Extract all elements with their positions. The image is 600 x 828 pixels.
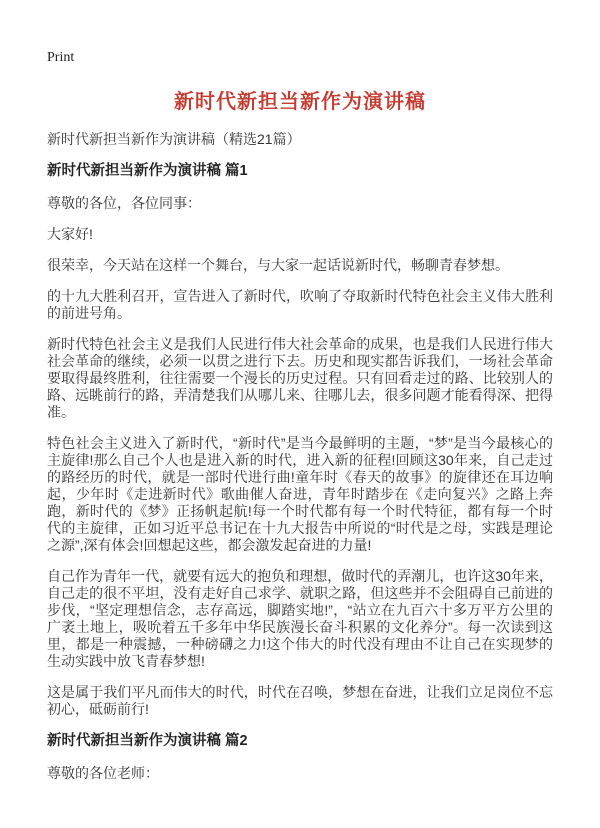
paragraph-greeting: 尊敬的各位，各位同事： xyxy=(47,195,201,211)
paragraph: 自己作为青年一代，就要有远大的抱负和理想，做时代的弄潮儿，也许这30年来，自己走的很不平坦，没有走好自己求学、就职之路，但这些并不会阻碍自己前进的步伐，“坚定理想信念，志存高远，脚踏实地!”，“站立在九百六十多万平方公里的广袤土地上，吸吮着五千多年中华民族漫长奋斗积累的文化养分”。每一次读到这里，都是一种震撼，一种磅礴之力!这个伟大的时代没有理由不让自己在实现梦的生动实践中放飞青春梦想! xyxy=(47,568,553,669)
paragraph: 新时代特色社会主义是我们人民进行伟大社会革命的成果，也是我们人民进行伟大社会革命的继续，必须一以贯之进行下去。历史和现实都告诉我们，一场社会革命要取得最终胜利，往往需要一个漫长的历史过程。只有回看走过的路、比较别人的路、远眺前行的路，弄清楚我们从哪儿来、往哪儿去，很多问题才能看得深、把得准。 xyxy=(47,336,553,420)
paragraph-greeting: 尊敬的各位老师： xyxy=(47,765,159,781)
paragraph: 很荣幸，今天站在这样一个舞台，与大家一起话说新时代，畅聊青春梦想。 xyxy=(47,257,509,273)
page-title: 新时代新担当新作为演讲稿 xyxy=(174,91,426,113)
paragraph: 这是属于我们平凡而伟大的时代，时代在召唤，梦想在奋进，让我们立足岗位不忘初心，砥砺前行! xyxy=(47,684,553,717)
print-button[interactable]: Print xyxy=(47,50,75,65)
paragraph-hello: 大家好! xyxy=(47,226,93,242)
subtitle: 新时代新担当新作为演讲稿（精选21篇） xyxy=(47,131,301,147)
paragraph: 特色社会主义进入了新时代，“新时代”是当今最鲜明的主题，“梦”是当今最核心的主旋律!那么自己个人也是进入新的时代，进入新的征程!回顾这30年来，自己走过的路经历的时代，就是一部时代进行曲!童年时《春天的故事》的旋律还在耳边响起，少年时《走进新时代》歌曲催人奋进，青年时踏步在《走向复兴》之路上奔跑，新时代的《梦》正扬帆起航!每一个时代都有每一个时代特征，都有每一个时代的主旋律，正如习近平总书记在十九大报告中所说的“时代是之母，实践是理论之源”,深有体会!回想起这些，都会激发起奋进的力量! xyxy=(47,435,553,553)
paragraph: 的十九大胜利召开，宣告进入了新时代，吹响了夺取新时代特色社会主义伟大胜利的前进号角。 xyxy=(47,288,553,321)
section-heading-2: 新时代新担当新作为演讲稿 篇2 xyxy=(47,733,248,749)
section-heading-1: 新时代新担当新作为演讲稿 篇1 xyxy=(47,163,248,179)
